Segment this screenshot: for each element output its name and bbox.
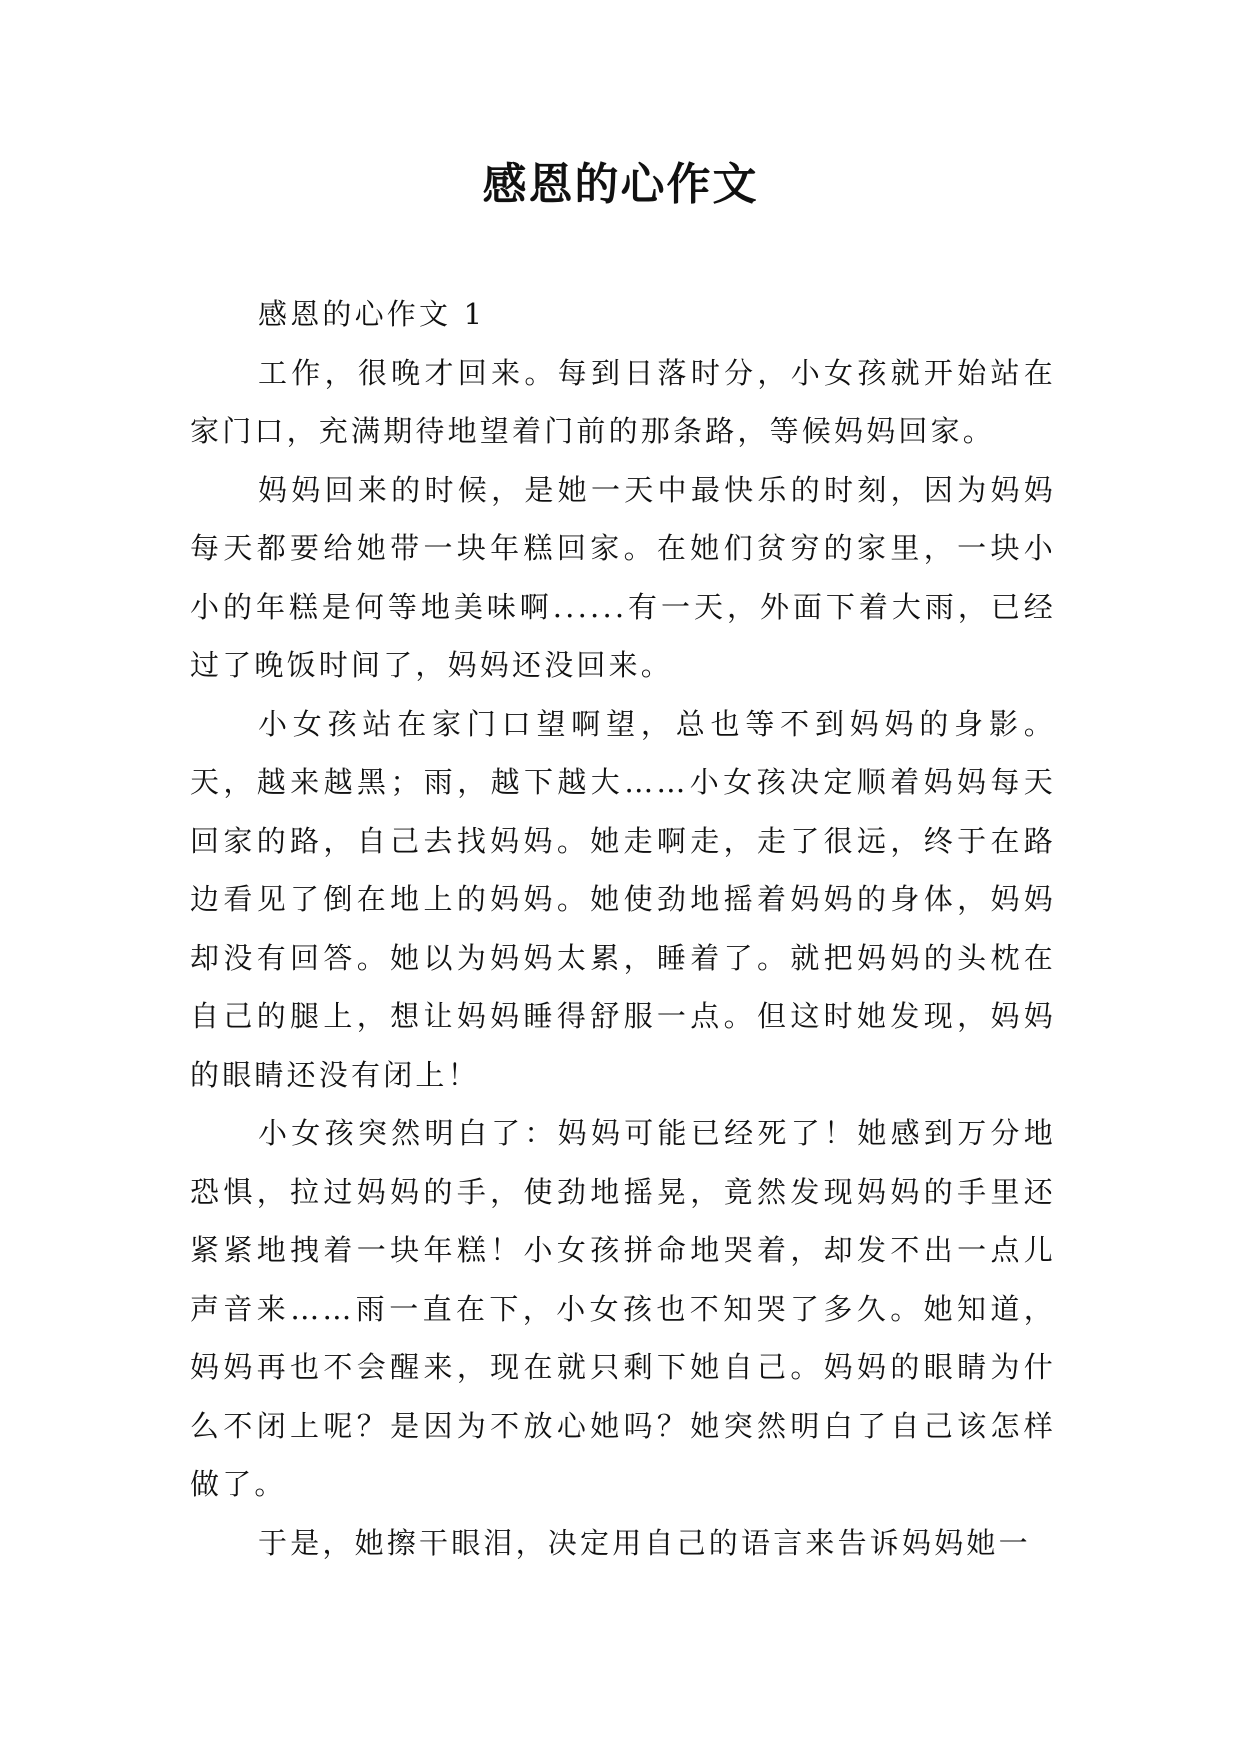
paragraph: 小女孩突然明白了：妈妈可能已经死了！她感到万分地恐惧，拉过妈妈的手，使劲地摇晃，竟然发现妈妈的手里还紧紧地拽着一块年糕！小女孩拼命地哭着，却发不出一点儿声音来……雨一直在下，小女孩也不知哭了多久。她知道，妈妈再也不会醒来，现在就只剩下她自己。妈妈的眼睛为什么不闭上呢？是因为不放心她吗？她突然明白了自己该怎样做了。 <box>190 1116 1056 1501</box>
paragraph-heading: 感恩的心作文 1 <box>258 297 486 331</box>
paragraph: 工作，很晚才回来。每到日落时分，小女孩就开始站在家门口，充满期待地望着门前的那条路，等候妈妈回家。 <box>190 355 1056 448</box>
paragraph: 于是，她擦干眼泪，决定用自己的语言来告诉妈妈她一 <box>258 1525 1031 1560</box>
paragraph: 小女孩站在家门口望啊望，总也等不到妈妈的身影。天，越来越黑；雨，越下越大……小女孩决定顺着妈妈每天回家的路，自己去找妈妈。她走啊走，走了很远，终于在路边看见了倒在地上的妈妈。她使劲地摇着妈妈的身体，妈妈却没有回答。她以为妈妈太累，睡着了。就把妈妈的头枕在自己的腿上，想让妈妈睡得舒服一点。但这时她发现，妈妈的眼睛还没有闭上！ <box>190 706 1056 1092</box>
document-body <box>190 285 1056 1572</box>
paragraph: 妈妈回来的时候，是她一天中最快乐的时刻，因为妈妈每天都要给她带一块年糕回家。在她们贫穷的家里，一块小小的年糕是何等地美味啊......有一天，外面下着大雨，已经过了晚饭时间了，妈妈还没回来。 <box>190 472 1056 682</box>
document-title: 感恩的心作文 <box>482 159 759 210</box>
